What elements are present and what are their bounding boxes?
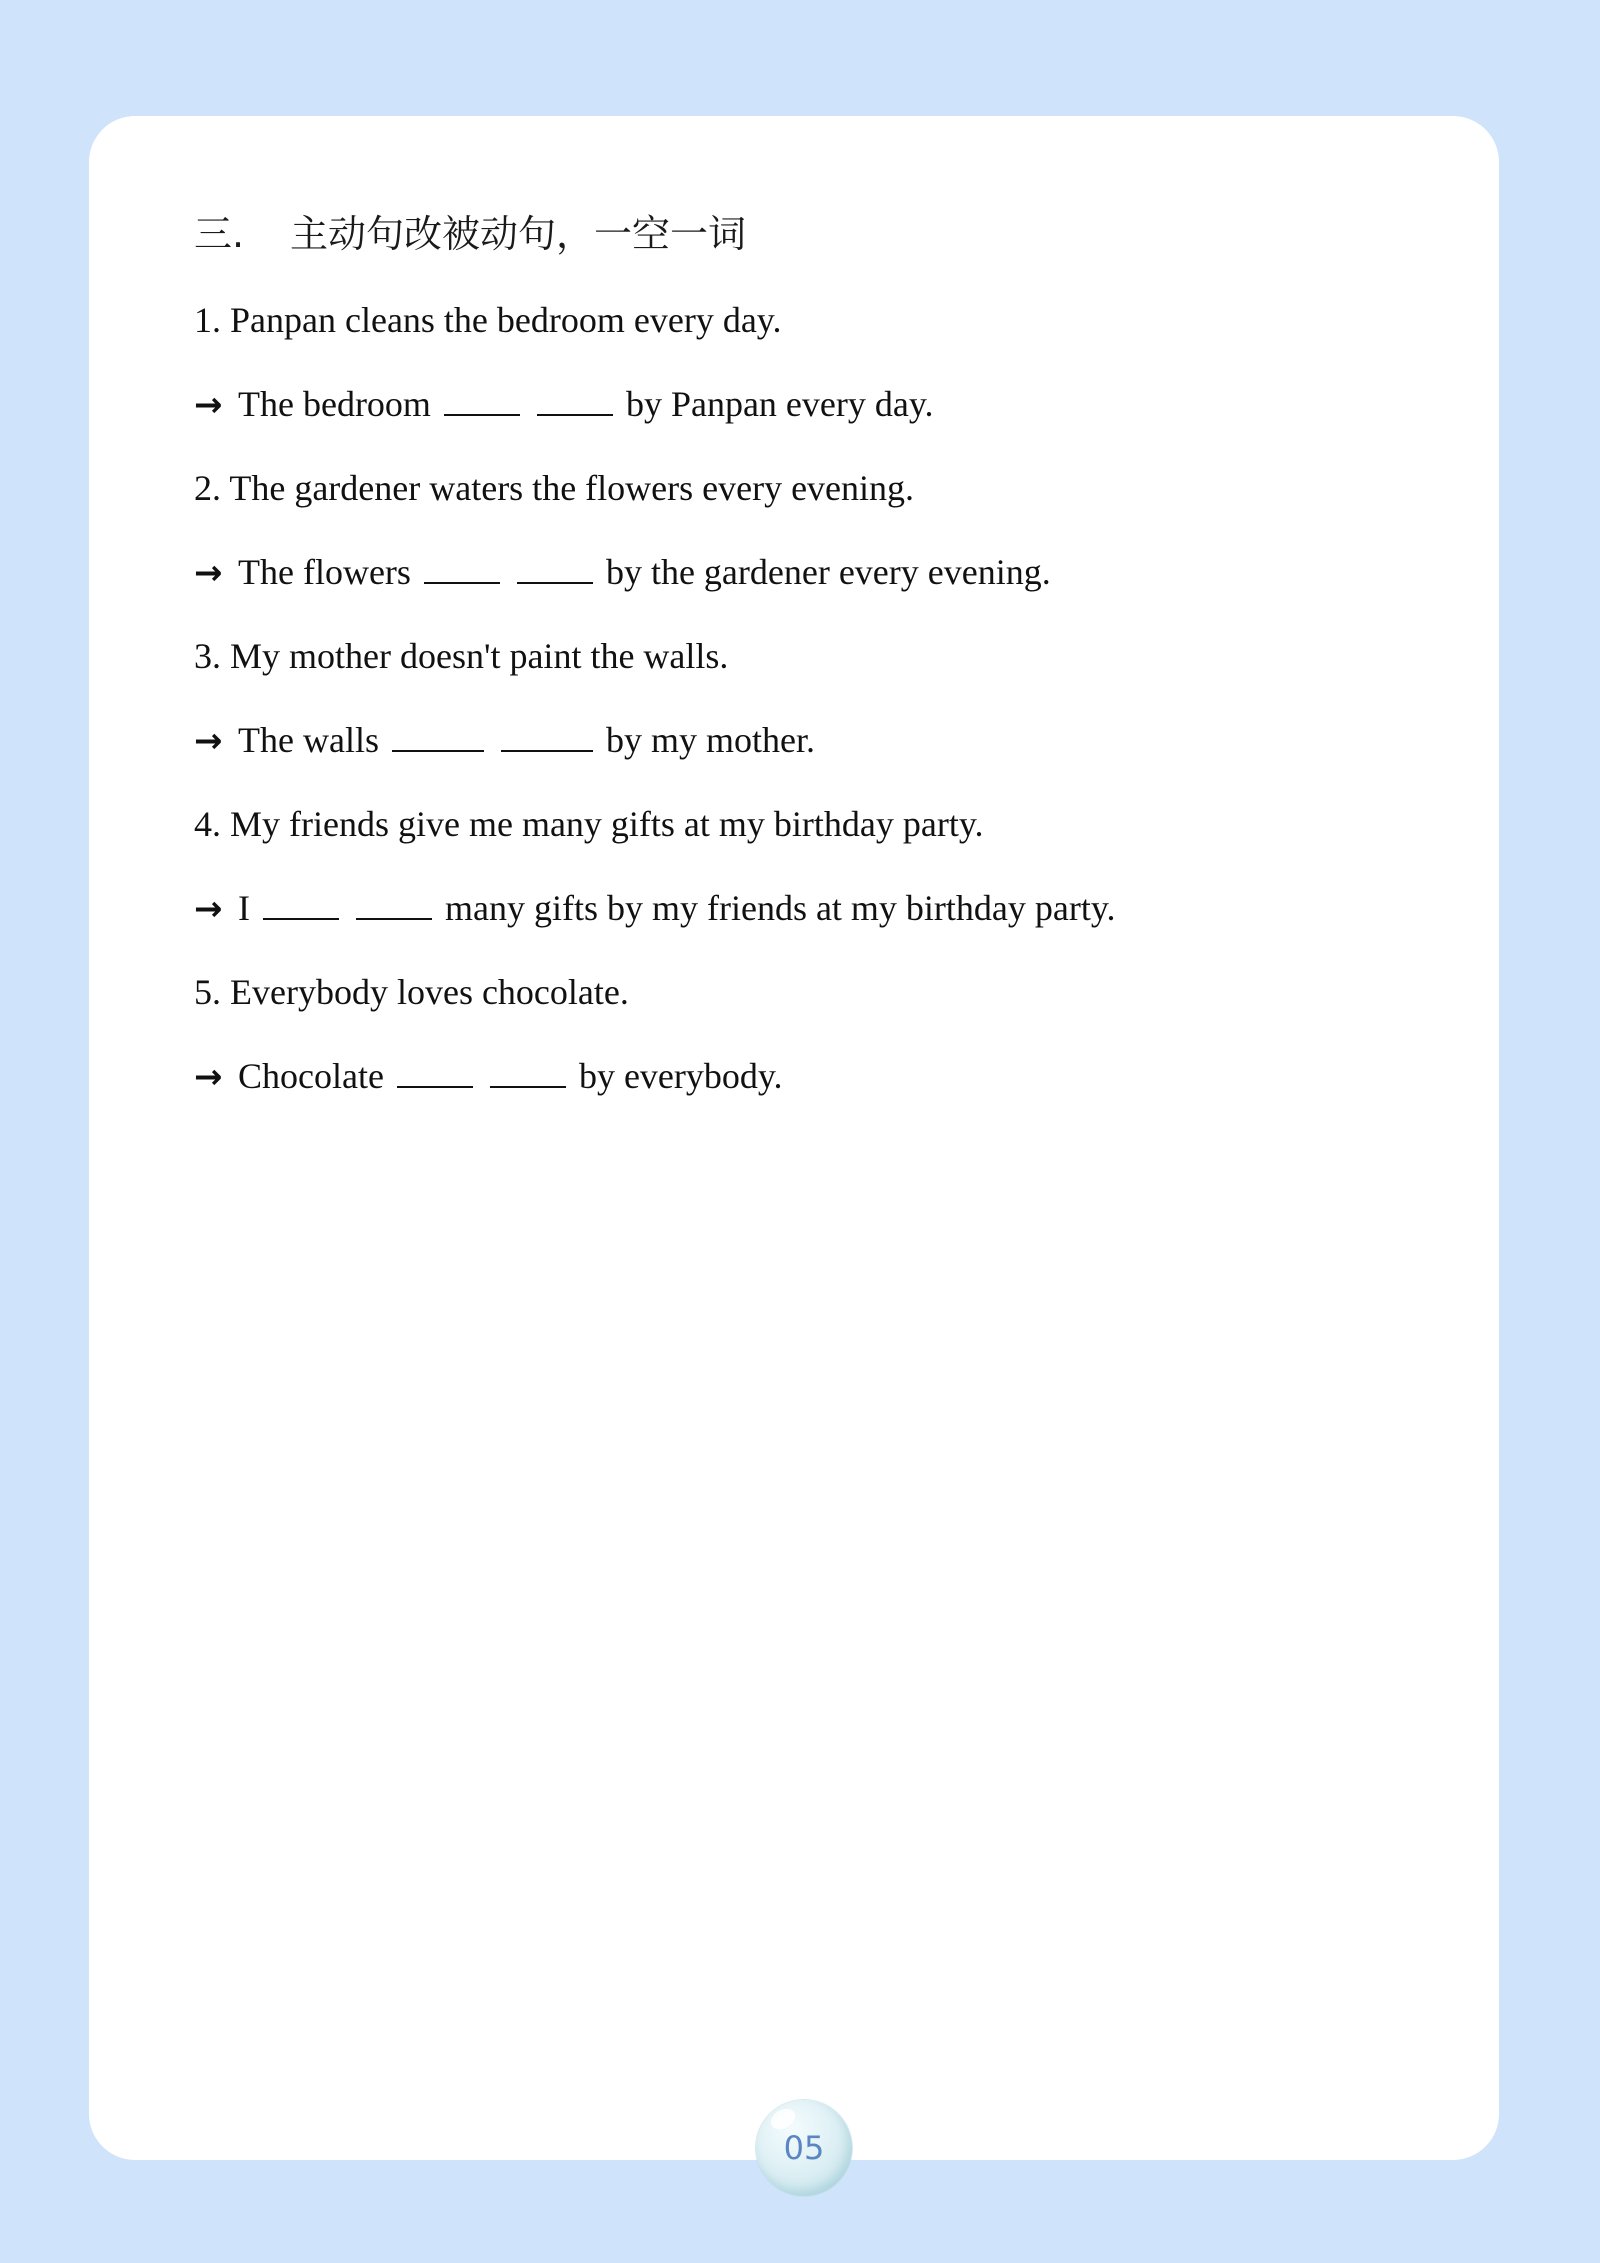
answer-prefix: Chocolate: [238, 1056, 384, 1096]
answer-blank[interactable]: [263, 888, 339, 920]
exercise-answer-line: [194, 1052, 783, 1101]
answer-prefix: I: [238, 888, 250, 928]
exercise-question: 4. My friends give me many gifts at my birthday party.: [194, 804, 984, 844]
answer-blank[interactable]: [424, 552, 500, 584]
exercise-question: 1. Panpan cleans the bedroom every day.: [194, 300, 782, 340]
answer-suffix: by the gardener every evening.: [605, 552, 1051, 592]
section-number: 三.: [194, 212, 245, 256]
answer-blank[interactable]: [490, 1056, 566, 1088]
answer-prefix: The bedroom: [238, 384, 431, 424]
exercise-question: 2. The gardener waters the flowers every evening.: [194, 468, 915, 508]
answer-blank[interactable]: [356, 888, 432, 920]
answer-blank[interactable]: [392, 720, 484, 752]
answer-blank[interactable]: [501, 720, 593, 752]
answer-suffix: by everybody.: [578, 1056, 783, 1096]
answer-blank[interactable]: [537, 384, 613, 416]
arrow-right-icon: →: [194, 385, 223, 425]
arrow-right-icon: →: [194, 553, 223, 593]
exercise-question: 5. Everybody loves chocolate.: [194, 972, 629, 1012]
page-number: 05: [783, 2129, 825, 2167]
section-title: 主动句改被动句，一空一词: [290, 212, 747, 256]
arrow-right-icon: →: [194, 721, 223, 761]
answer-prefix: The walls: [238, 720, 379, 760]
answer-prefix: The flowers: [238, 552, 411, 592]
answer-suffix: many gifts by my friends at my birthday party.: [445, 888, 1116, 928]
arrow-right-icon: →: [194, 889, 223, 929]
exercise-answer-line: [194, 884, 1116, 933]
answer-blank[interactable]: [444, 384, 520, 416]
exercise-answer-line: [194, 380, 934, 429]
answer-suffix: by Panpan every day.: [625, 384, 934, 424]
answer-suffix: by my mother.: [605, 720, 815, 760]
exercise-answer-line: [194, 716, 815, 765]
arrow-right-icon: →: [194, 1057, 223, 1097]
answer-blank[interactable]: [517, 552, 593, 584]
exercise-question: 3. My mother doesn't paint the walls.: [194, 636, 729, 676]
section-heading: [194, 206, 746, 262]
page-number-badge: [756, 2100, 852, 2196]
answer-blank[interactable]: [397, 1056, 473, 1088]
exercise-answer-line: [194, 548, 1051, 597]
